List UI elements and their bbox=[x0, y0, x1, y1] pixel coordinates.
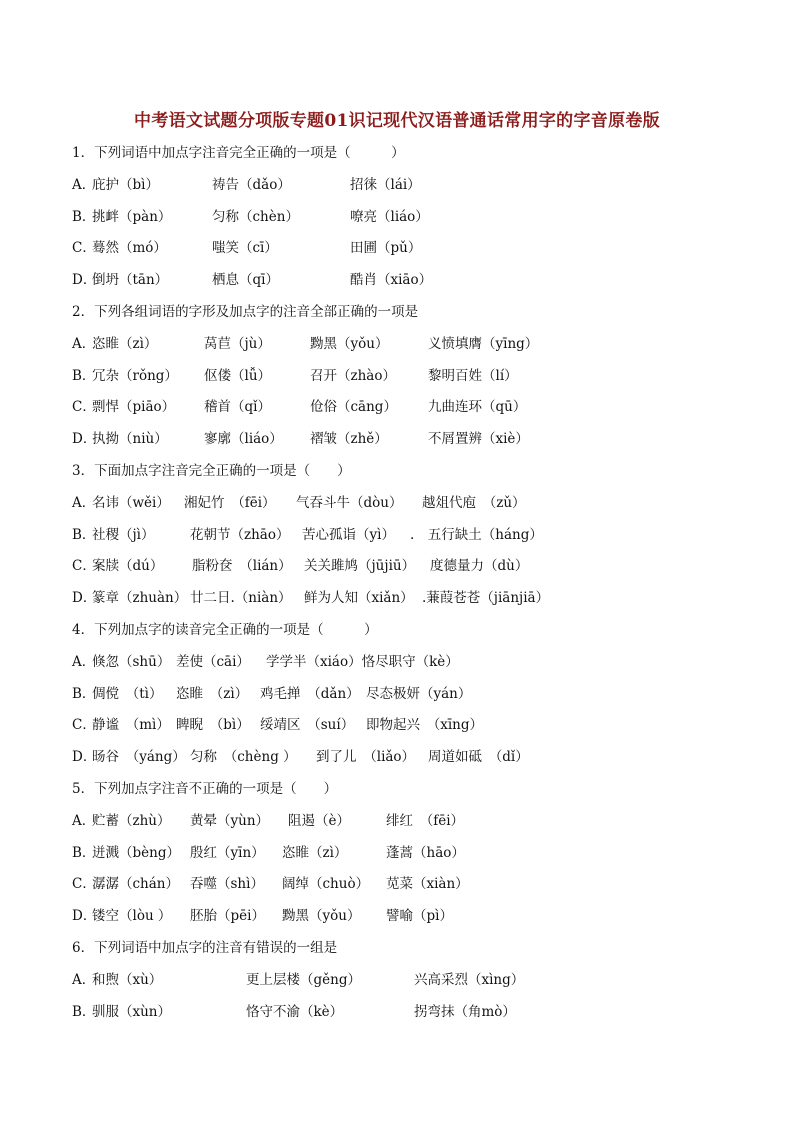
option-item: 召开（zhào） bbox=[310, 368, 396, 384]
option-item: 寥廓（liáo） bbox=[204, 431, 283, 447]
option-item: 恣睢 （zì） bbox=[176, 686, 249, 702]
option-item: 旸谷 （yáng） bbox=[92, 749, 186, 765]
option-item: 廿二日.（niàn） bbox=[190, 590, 292, 606]
option-item: 鲜为人知（xiǎn） bbox=[304, 590, 414, 606]
option-row bbox=[72, 524, 722, 546]
question-stem: 5．下列加点字注音不正确的一项是（ ） bbox=[72, 781, 338, 797]
option-label: C． bbox=[72, 558, 96, 574]
option-item: 恣睢（zì） bbox=[282, 845, 348, 861]
option-item: 睥睨 （bì） bbox=[176, 717, 250, 733]
option-item: 案牍（dú） bbox=[92, 558, 164, 574]
option-item: 尽态极妍（yán） bbox=[366, 686, 472, 702]
option-item: 黄晕（yùn） bbox=[190, 813, 270, 829]
option-label: D． bbox=[72, 908, 97, 924]
option-item: 拐弯抹（角mò） bbox=[414, 1004, 516, 1020]
option-row bbox=[72, 1001, 722, 1023]
option-item: 胚胎（pēi） bbox=[190, 908, 265, 924]
option-item: 篆章（zhuàn） bbox=[92, 590, 188, 606]
option-item: 社稷（jì） bbox=[92, 527, 155, 543]
option-item: 镂空（lòu ） bbox=[92, 908, 172, 924]
option-item: 苦心孤诣（yì） bbox=[302, 527, 395, 543]
option-row bbox=[72, 269, 722, 291]
option-label: D． bbox=[72, 431, 97, 447]
option-item: 莴苣（jù） bbox=[204, 336, 271, 352]
option-item: 花朝节（zhāo） bbox=[190, 527, 290, 543]
option-item: 周道如砥 （dǐ） bbox=[428, 749, 529, 765]
option-item: . 五行缺土（háng） bbox=[410, 527, 543, 543]
option-row bbox=[72, 174, 722, 196]
option-item: 阔绰（chuò） bbox=[282, 876, 370, 892]
option-row bbox=[72, 873, 722, 895]
option-label: A． bbox=[72, 177, 96, 193]
option-item: 兴高采烈（xìng） bbox=[414, 972, 525, 988]
option-item: 恪守不渝（kè） bbox=[246, 1004, 344, 1020]
option-item: 静谧 （mì） bbox=[92, 717, 170, 733]
option-label: A． bbox=[72, 972, 96, 988]
option-item: 脂粉奁 （lián） bbox=[192, 558, 292, 574]
option-item: 黝黑（yǒu） bbox=[282, 908, 361, 924]
option-item: 譬喻（pì） bbox=[386, 908, 453, 924]
option-label: C． bbox=[72, 717, 96, 733]
option-item: 庇护（bì） bbox=[92, 177, 159, 193]
option-row bbox=[72, 333, 722, 355]
option-item: 挑衅（pàn） bbox=[92, 209, 172, 225]
option-item: 执拗（niù） bbox=[92, 431, 168, 447]
option-item: 剽悍（piāo） bbox=[92, 399, 176, 415]
option-item: 黝黑（yǒu） bbox=[310, 336, 389, 352]
option-item: 吞噬（shì） bbox=[190, 876, 264, 892]
option-item: 匀称 （chèng ） bbox=[190, 749, 297, 765]
option-item: 名讳（wěi） bbox=[92, 495, 170, 511]
option-item: 差使（cāi） bbox=[176, 654, 250, 670]
question-stem: 1．下列词语中加点字注音完全正确的一项是（ ） bbox=[72, 145, 405, 161]
option-row bbox=[72, 428, 722, 450]
option-item: 倏忽（shū） bbox=[92, 654, 171, 670]
option-row bbox=[72, 905, 722, 927]
option-item: 栖息（qī） bbox=[212, 272, 279, 288]
option-label: C． bbox=[72, 399, 96, 415]
question-stem: 3．下面加点字注音完全正确的一项是（ ） bbox=[72, 463, 351, 479]
option-item: 伛偻（lǚ） bbox=[204, 368, 272, 384]
option-item: 招徕（lái） bbox=[350, 177, 421, 193]
option-item: 到了儿 （liǎo） bbox=[316, 749, 416, 765]
option-label: B． bbox=[72, 368, 96, 384]
option-item: 鸡毛掸 （dǎn） bbox=[260, 686, 360, 702]
option-row bbox=[72, 969, 722, 991]
option-label: A． bbox=[72, 336, 96, 352]
option-row bbox=[72, 587, 722, 609]
option-item: 驯服（xùn） bbox=[92, 1004, 172, 1020]
option-item: 绥靖区 （suí） bbox=[260, 717, 355, 733]
option-row bbox=[72, 365, 722, 387]
option-item: 倒坍（tān） bbox=[92, 272, 169, 288]
option-label: B． bbox=[72, 527, 96, 543]
option-item: 度德量力（dù） bbox=[430, 558, 529, 574]
option-label: D． bbox=[72, 590, 97, 606]
document-title: 中考语文试题分项版专题01识记现代汉语普通话常用字的字音原卷版 bbox=[134, 111, 660, 131]
option-item: .蒹葭苍苍（jiānjiā） bbox=[422, 590, 550, 606]
option-label: C． bbox=[72, 876, 96, 892]
option-label: A． bbox=[72, 495, 96, 511]
option-item: 湘妃竹 （fēi） bbox=[184, 495, 276, 511]
question-stem: 2．下列各组词语的字形及加点字的注音全部正确的一项是 bbox=[72, 304, 419, 320]
option-row bbox=[72, 746, 722, 768]
option-label: A． bbox=[72, 654, 96, 670]
option-item: 潺潺（chán） bbox=[92, 876, 179, 892]
option-item: 阻遏（è） bbox=[288, 813, 350, 829]
option-label: D． bbox=[72, 272, 97, 288]
option-row bbox=[72, 396, 722, 418]
option-item: 匀称（chèn） bbox=[212, 209, 299, 225]
option-row bbox=[72, 683, 722, 705]
option-item: 气吞斗牛（dòu） bbox=[296, 495, 403, 511]
option-item: 蓬蒿（hāo） bbox=[386, 845, 465, 861]
option-item: 伧俗（cāng） bbox=[310, 399, 397, 415]
option-item: 嘹亮（liáo） bbox=[350, 209, 429, 225]
option-row bbox=[72, 555, 722, 577]
option-label: B． bbox=[72, 209, 96, 225]
option-item: 即物起兴 （xīng） bbox=[366, 717, 484, 733]
option-item: 蓦然（mó） bbox=[92, 240, 167, 256]
option-label: B． bbox=[72, 686, 96, 702]
option-item: 更上层楼（gěng） bbox=[246, 972, 361, 988]
option-item: 越俎代庖 （zǔ） bbox=[422, 495, 526, 511]
option-item: 恣睢（zì） bbox=[92, 336, 158, 352]
option-item: 关关雎鸠（jūjiū） bbox=[304, 558, 416, 574]
option-item: 田圃（pǔ） bbox=[350, 240, 422, 256]
option-item: 黎明百姓（lí） bbox=[428, 368, 518, 384]
option-item: 绯红 （fēi） bbox=[386, 813, 465, 829]
option-item: 稽首（qǐ） bbox=[204, 399, 271, 415]
option-item: 义愤填膺（yīng） bbox=[428, 336, 539, 352]
option-item: 苋菜（xiàn） bbox=[386, 876, 469, 892]
option-label: A． bbox=[72, 813, 96, 829]
option-row bbox=[72, 237, 722, 259]
option-label: B． bbox=[72, 1004, 96, 1020]
option-item: 褶皱（zhě） bbox=[310, 431, 388, 447]
option-item: 倜傥 （tì） bbox=[92, 686, 163, 702]
option-item: 殷红（yīn） bbox=[190, 845, 265, 861]
option-row bbox=[72, 714, 722, 736]
question-stem: 4．下列加点字的读音完全正确的一项是（ ） bbox=[72, 622, 378, 638]
option-item: 和煦（xù） bbox=[92, 972, 163, 988]
option-row bbox=[72, 810, 722, 832]
option-label: D． bbox=[72, 749, 97, 765]
option-item: 九曲连环（qū） bbox=[428, 399, 527, 415]
option-row bbox=[72, 492, 722, 514]
option-row bbox=[72, 651, 722, 673]
option-label: C． bbox=[72, 240, 96, 256]
option-item: 祷告（dǎo） bbox=[212, 177, 291, 193]
option-label: B． bbox=[72, 845, 96, 861]
option-item: 学学半（xiáo）恪尽职守（kè） bbox=[266, 654, 459, 670]
option-item: 迸溅（bèng） bbox=[92, 845, 180, 861]
option-item: 冗杂（rǒng） bbox=[92, 368, 178, 384]
option-item: 嗤笑（cī） bbox=[212, 240, 278, 256]
option-item: 酷肖（xiāo） bbox=[350, 272, 433, 288]
option-row bbox=[72, 206, 722, 228]
question-stem: 6．下列词语中加点字的注音有错误的一组是 bbox=[72, 940, 338, 956]
option-item: 不屑置辨（xiè） bbox=[428, 431, 529, 447]
option-item: 贮蓄（zhù） bbox=[92, 813, 171, 829]
option-row bbox=[72, 842, 722, 864]
